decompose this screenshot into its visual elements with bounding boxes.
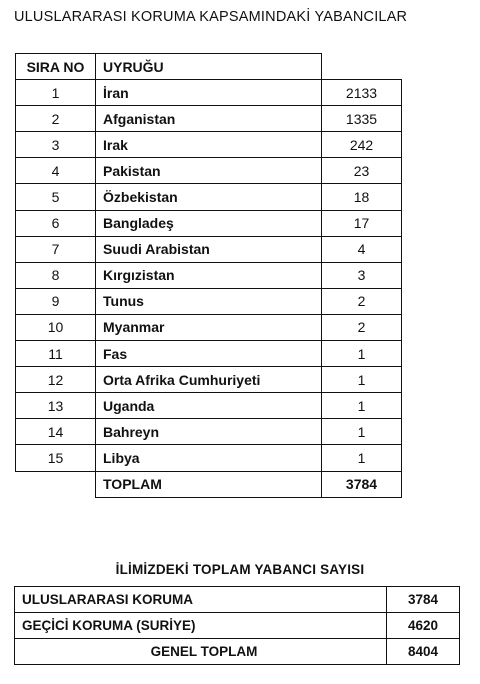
row-count: 3 xyxy=(322,262,402,288)
row-count: 23 xyxy=(322,158,402,184)
row-number: 15 xyxy=(16,445,96,471)
row-number: 12 xyxy=(16,367,96,393)
summary-row xyxy=(15,613,460,639)
table-row xyxy=(16,393,402,419)
header-uyrugu: UYRUĞU xyxy=(96,54,322,80)
row-country: Özbekistan xyxy=(96,184,322,210)
total-empty-cell xyxy=(16,471,96,497)
row-country: İran xyxy=(96,80,322,106)
summary-label: GENEL TOPLAM xyxy=(15,639,387,665)
row-country: Kırgızistan xyxy=(96,262,322,288)
table-row xyxy=(16,419,402,445)
table-row xyxy=(16,262,402,288)
row-country: Suudi Arabistan xyxy=(96,236,322,262)
row-number: 6 xyxy=(16,210,96,236)
row-number: 10 xyxy=(16,314,96,340)
row-count: 1 xyxy=(322,367,402,393)
row-count: 1 xyxy=(322,393,402,419)
row-country: Afganistan xyxy=(96,106,322,132)
row-country: Fas xyxy=(96,341,322,367)
row-count: 1 xyxy=(322,341,402,367)
row-country: Irak xyxy=(96,132,322,158)
row-number: 3 xyxy=(16,132,96,158)
row-country: Orta Afrika Cumhuriyeti xyxy=(96,367,322,393)
table-row xyxy=(16,184,402,210)
row-count: 2 xyxy=(322,314,402,340)
table-row xyxy=(16,106,402,132)
summary-title: İLİMİZDEKİ TOPLAM YABANCI SAYISI xyxy=(115,562,365,577)
row-country: Bahreyn xyxy=(96,419,322,445)
header-empty-cell xyxy=(322,54,402,80)
table-row xyxy=(16,236,402,262)
row-count: 1 xyxy=(322,419,402,445)
total-label: TOPLAM xyxy=(96,471,322,497)
row-number: 7 xyxy=(16,236,96,262)
row-number: 2 xyxy=(16,106,96,132)
summary-row xyxy=(15,587,460,613)
table-row xyxy=(16,367,402,393)
row-country: Myanmar xyxy=(96,314,322,340)
row-number: 8 xyxy=(16,262,96,288)
header-sira-no: SIRA NO xyxy=(16,54,96,80)
foreigners-by-nationality-table xyxy=(15,53,402,498)
table-row xyxy=(16,314,402,340)
table-row xyxy=(16,288,402,314)
row-country: Libya xyxy=(96,445,322,471)
summary-label: GEÇİCİ KORUMA (SURİYE) xyxy=(15,613,387,639)
row-number: 9 xyxy=(16,288,96,314)
row-country: Uganda xyxy=(96,393,322,419)
row-count: 4 xyxy=(322,236,402,262)
row-count: 1 xyxy=(322,445,402,471)
row-country: Bangladeş xyxy=(96,210,322,236)
table-row xyxy=(16,158,402,184)
summary-value: 3784 xyxy=(387,587,460,613)
row-number: 14 xyxy=(16,419,96,445)
row-number: 11 xyxy=(16,341,96,367)
row-number: 4 xyxy=(16,158,96,184)
row-number: 5 xyxy=(16,184,96,210)
summary-value: 4620 xyxy=(387,613,460,639)
row-country: Pakistan xyxy=(96,158,322,184)
table-row xyxy=(16,445,402,471)
table-body xyxy=(16,80,402,471)
row-count: 2133 xyxy=(322,80,402,106)
row-count: 242 xyxy=(322,132,402,158)
row-country: Tunus xyxy=(96,288,322,314)
row-count: 17 xyxy=(322,210,402,236)
table-header-row xyxy=(16,54,402,80)
summary-row xyxy=(15,639,460,665)
table-row xyxy=(16,341,402,367)
row-number: 13 xyxy=(16,393,96,419)
table-row xyxy=(16,80,402,106)
total-row xyxy=(16,471,402,497)
row-count: 2 xyxy=(322,288,402,314)
page-title: ULUSLARARASI KORUMA KAPSAMINDAKİ YABANCILAR xyxy=(14,9,408,25)
summary-value: 8404 xyxy=(387,639,460,665)
total-value: 3784 xyxy=(322,471,402,497)
summary-table xyxy=(14,586,460,665)
row-number: 1 xyxy=(16,80,96,106)
row-count: 1335 xyxy=(322,106,402,132)
summary-label: ULUSLARARASI KORUMA xyxy=(15,587,387,613)
row-count: 18 xyxy=(322,184,402,210)
table-row xyxy=(16,210,402,236)
table-row xyxy=(16,132,402,158)
